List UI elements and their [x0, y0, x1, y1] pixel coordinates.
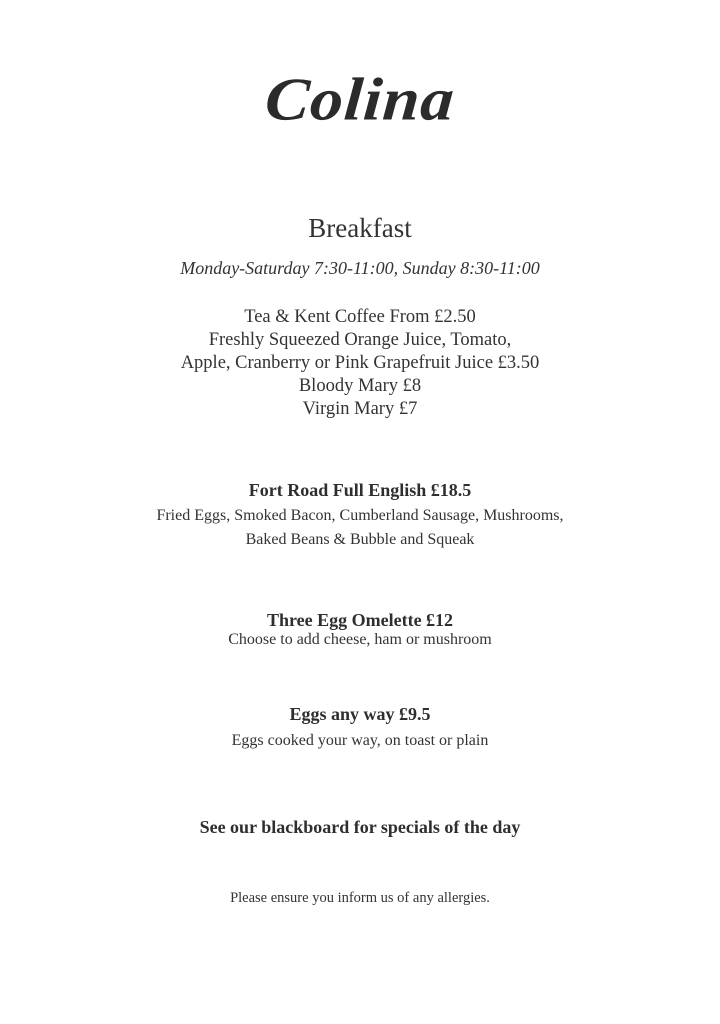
drink-item: Tea & Kent Coffee From £2.50: [244, 307, 476, 327]
dish-description: Choose to add cheese, ham or mushroom: [228, 631, 492, 648]
dish-description: Baked Beans & Bubble and Squeak: [245, 531, 475, 548]
dish-description: Eggs cooked your way, on toast or plain: [231, 732, 489, 749]
allergy-note: Please ensure you inform us of any allergies.: [230, 890, 490, 906]
drink-item: Freshly Squeezed Orange Juice, Tomato,: [208, 330, 512, 350]
drink-item: Bloody Mary £8: [298, 376, 422, 396]
opening-hours: Monday-Saturday 7:30-11:00, Sunday 8:30-11:00: [180, 258, 540, 278]
brand-logo: Colina: [262, 65, 458, 134]
dish-name-full-english: Fort Road Full English £18.5: [248, 480, 472, 500]
drink-item: Virgin Mary £7: [302, 399, 418, 419]
dish-name-omelette: Three Egg Omelette £12: [266, 610, 454, 630]
specials-note: See our blackboard for specials of the day: [199, 817, 521, 837]
menu-section-title: Breakfast: [308, 213, 412, 243]
drinks-list: [0, 306, 720, 421]
dish-description: Fried Eggs, Smoked Bacon, Cumberland Sausage, Mushrooms,: [156, 507, 564, 524]
drink-item: Apple, Cranberry or Pink Grapefruit Juice £3.50: [180, 353, 540, 373]
dish-name-eggs-any-way: Eggs any way £9.5: [289, 704, 431, 724]
